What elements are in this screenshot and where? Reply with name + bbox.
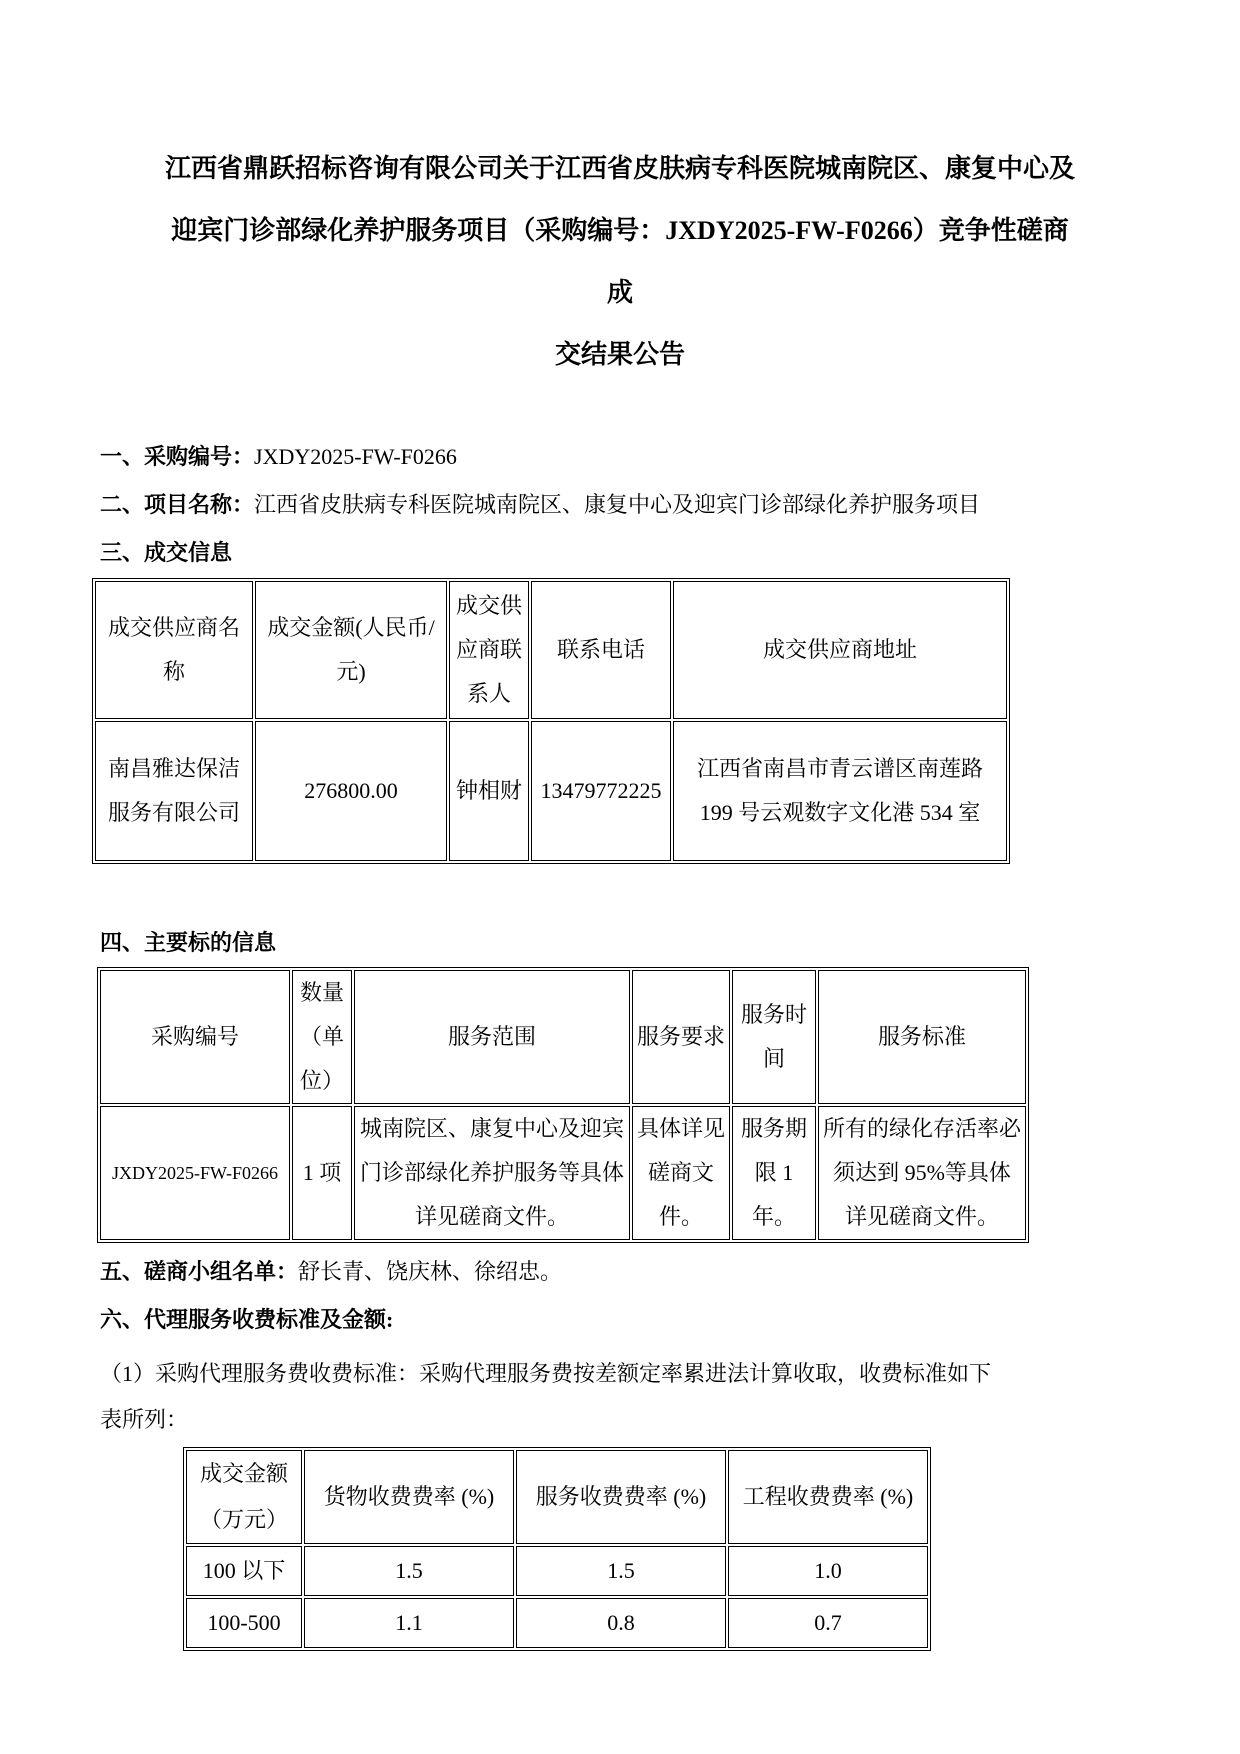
section-procurement-number-label: 一、采购编号：: [100, 444, 255, 469]
award-cell-address: 江西省南昌市青云谱区南莲路 199 号云观数字文化港 534 室: [673, 721, 1007, 861]
section-panel-list-value: 舒长青、饶庆林、徐绍忠。: [298, 1259, 563, 1284]
fee-table-row-2: [186, 1598, 928, 1648]
fee-cell-bracket-2: 100-500: [186, 1598, 302, 1648]
subject-cell-requirement: 具体详见磋商文件。: [632, 1106, 730, 1240]
award-table-data-row: [95, 721, 1007, 861]
section-project-name-label: 二、项目名称：: [100, 492, 255, 517]
section-project-name-value: 江西省皮肤病专科医院城南院区、康复中心及迎宾门诊部绿化养护服务项目: [254, 492, 981, 517]
fee-header-goods-rate: 货物收费费率 (%): [304, 1450, 514, 1544]
award-header-contact: 成交供应商联系人: [449, 581, 529, 719]
subject-header-scope: 服务范围: [354, 970, 630, 1104]
subject-header-code: 采购编号: [100, 970, 290, 1104]
fee-cell-goods-2: 1.1: [304, 1598, 514, 1648]
fee-header-amount-bracket: 成交金额（万元）: [186, 1450, 302, 1544]
subject-cell-code: JXDY2025-FW-F0266: [100, 1106, 290, 1240]
fee-rate-table: [183, 1447, 931, 1651]
fee-header-works-rate: 工程收费费率 (%): [728, 1450, 928, 1544]
section-panel-list: [100, 1257, 1140, 1287]
section-agency-fee-heading: [100, 1305, 1140, 1335]
section-procurement-number: [100, 442, 1140, 472]
subject-cell-period: 服务期限 1 年。: [732, 1106, 816, 1240]
subject-table-header-row: [100, 970, 1026, 1104]
section-award-info-label: 三、成交信息: [100, 540, 233, 565]
subject-info-table: [97, 967, 1029, 1243]
document-title: [161, 0, 1079, 386]
award-cell-phone: 13479772225: [531, 721, 671, 861]
subject-cell-scope: 城南院区、康复中心及迎宾门诊部绿化养护服务等具体详见磋商文件。: [354, 1106, 630, 1240]
section-procurement-number-value: JXDY2025-FW-F0266: [254, 444, 457, 469]
section-panel-list-label: 五、磋商小组名单：: [100, 1259, 299, 1284]
fee-cell-goods-1: 1.5: [304, 1546, 514, 1596]
subject-cell-standard: 所有的绿化存活率必须达到 95%等具体详见磋商文件。: [818, 1106, 1026, 1240]
fee-cell-works-2: 0.7: [728, 1598, 928, 1648]
section-award-info-heading: [100, 538, 1140, 568]
award-info-table: [92, 578, 1010, 864]
award-table-header-row: [95, 581, 1007, 719]
section-subject-info-label: 四、主要标的信息: [100, 930, 277, 955]
fee-cell-bracket-1: 100 以下: [186, 1546, 302, 1596]
fee-cell-service-2: 0.8: [516, 1598, 726, 1648]
award-header-supplier: 成交供应商名称: [95, 581, 253, 719]
award-cell-supplier: 南昌雅达保洁服务有限公司: [95, 721, 253, 861]
award-header-amount: 成交金额(人民币/元): [255, 581, 447, 719]
section-subject-info-heading: [100, 928, 1140, 958]
subject-header-standard: 服务标准: [818, 970, 1026, 1104]
section-agency-fee-label: 六、代理服务收费标准及金额:: [100, 1307, 394, 1332]
fee-header-service-rate: 服务收费费率 (%): [516, 1450, 726, 1544]
award-cell-contact: 钟相财: [449, 721, 529, 861]
award-header-phone: 联系电话: [531, 581, 671, 719]
fee-cell-service-1: 1.5: [516, 1546, 726, 1596]
award-cell-amount: 276800.00: [255, 721, 447, 861]
subject-header-requirement: 服务要求: [632, 970, 730, 1104]
agency-fee-note: （1）采购代理服务费收费标准：采购代理服务费按差额定率累进法计算收取，收费标准如下表所列：: [100, 1361, 992, 1432]
fee-cell-works-1: 1.0: [728, 1546, 928, 1596]
subject-cell-quantity: 1 项: [292, 1106, 352, 1240]
subject-header-quantity: 数量（单位）: [292, 970, 352, 1104]
subject-header-period: 服务时间: [732, 970, 816, 1104]
title-line-2: 迎宾门诊部绿化养护服务项目（采购编号：JXDY2025-FW-F0266）竞争性磋商成: [171, 216, 1069, 307]
fee-table-header-row: [186, 1450, 928, 1544]
title-line-3: 交结果公告: [554, 340, 685, 369]
subject-table-data-row: [100, 1106, 1026, 1240]
title-line-1: 江西省鼎跃招标咨询有限公司关于江西省皮肤病专科医院城南院区、康复中心及: [164, 154, 1075, 183]
award-header-address: 成交供应商地址: [673, 581, 1007, 719]
section-project-name: [100, 490, 1140, 520]
fee-table-row-1: [186, 1546, 928, 1596]
